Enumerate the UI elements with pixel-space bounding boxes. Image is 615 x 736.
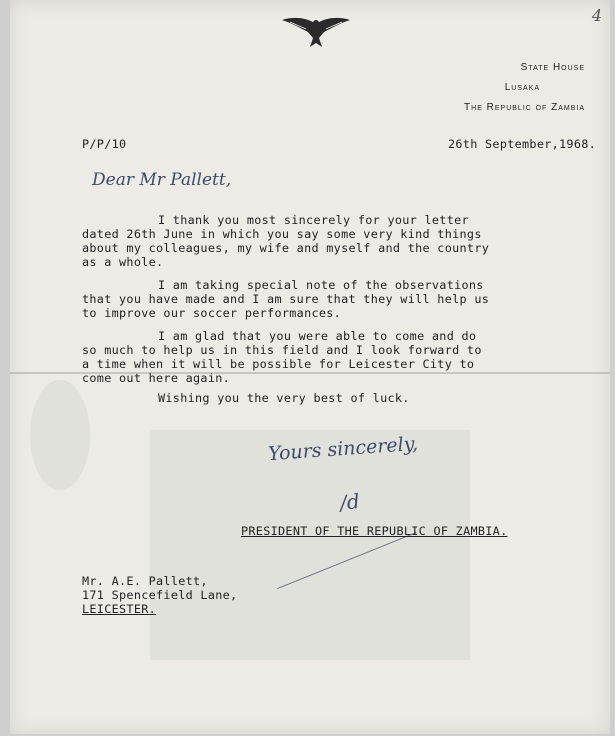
body-line: I am glad that you were able to come and do [158,329,477,343]
body-line: I thank you most sincerely for your letter [158,213,469,227]
handwritten-salutation: Dear Mr Pallett, [92,170,232,190]
body-line: that you have made and I am sure that they will help us [82,292,490,306]
letter-page [10,0,610,734]
handwritten-initials: /d [338,489,361,515]
address-line-2: Lusaka [504,82,540,93]
paragraph-4: Wishing you the very best of luck. [158,391,410,405]
recipient-line: 171 Spencefield Lane, [82,588,238,602]
body-line: as a whole. [82,255,164,269]
body-line: I am taking special note of the observations [158,278,484,292]
body-line: about my colleagues, my wife and myself and the country [82,241,490,255]
body-line: a time when it will be possible for Leicester City to [82,357,475,371]
body-line: so much to help us in this field and I look forward to [82,343,482,357]
address-line-1: State House [520,62,585,73]
body-line: come out here again. [82,371,231,385]
bleed-through-table [150,430,470,660]
recipient-line: Mr. A.E. Pallett, [82,574,208,588]
eagle-emblem-icon [280,14,352,50]
page-number-mark: 4 [591,6,602,25]
reference-number: P/P/10 [82,137,127,151]
handwritten-closing: Yours sincerely, [267,432,419,466]
body-line: dated 26th June in which you say some very kind things [82,227,482,241]
bleed-through-seal [30,380,90,490]
body-line: to improve our soccer performances. [82,306,342,320]
president-title: PRESIDENT OF THE REPUBLIC OF ZAMBIA. [241,524,508,538]
letter-date: 26th September,1968. [448,137,597,151]
recipient-city: LEICESTER. [82,602,157,616]
address-line-3: The Republic of Zambia [464,102,585,113]
